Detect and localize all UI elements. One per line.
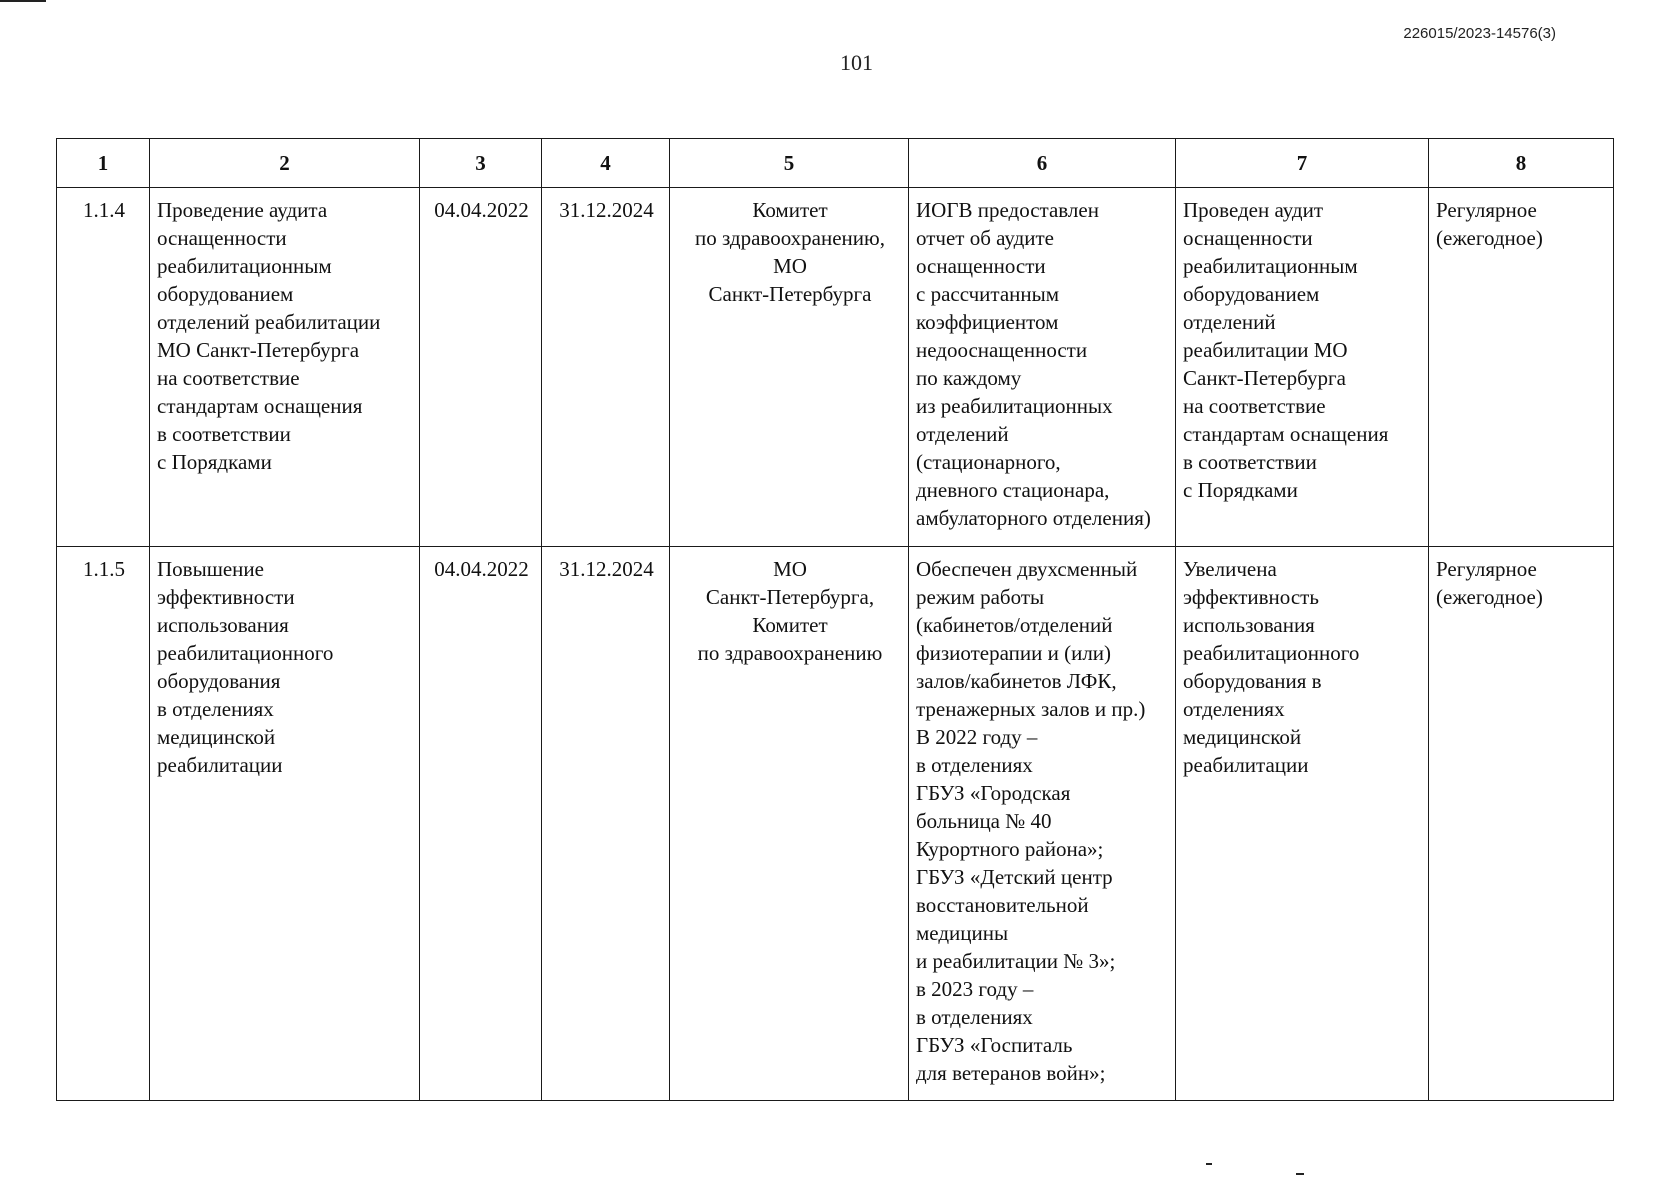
cell-text-line: залов/кабинетов ЛФК, <box>916 669 1117 693</box>
cell-text-line: по здравоохранению <box>697 641 883 665</box>
cell-text-line: амбулаторного отделения) <box>916 506 1151 530</box>
cell-text-line: оборудования в <box>1183 669 1322 693</box>
column-header: 4 <box>542 139 670 188</box>
cell-text-line: дневного стационара, <box>916 478 1110 502</box>
column-header: 2 <box>150 139 420 188</box>
column-header: 6 <box>909 139 1176 188</box>
cell-text-line: в соответствии <box>1183 450 1317 474</box>
cell-text-line: Комитет <box>752 198 828 222</box>
cell-text-line: (стационарного, <box>916 450 1061 474</box>
executor-cell <box>670 188 909 547</box>
cell-text-line: МО <box>773 557 807 581</box>
cell-text-line: (кабинетов/отделений <box>916 613 1113 637</box>
periodicity-cell <box>1429 547 1614 1101</box>
cell-text-line: оснащенности <box>916 254 1046 278</box>
cell-text-line: использования <box>1183 613 1315 637</box>
cell-text-line: Санкт-Петербурга <box>708 282 872 306</box>
cell-text-line: реабилитационного <box>157 641 334 665</box>
cell-text-line: медицины <box>916 921 1009 945</box>
item-number-cell: 1.1.4 <box>57 188 150 547</box>
cell-text-line: по здравоохранению, <box>695 226 885 250</box>
cell-text-line: МО Санкт-Петербурга <box>157 338 360 362</box>
cell-text-line: эффективность <box>1183 585 1319 609</box>
cell-text-line: коэффициентом <box>916 310 1059 334</box>
cell-text-line: ГБУЗ «Городская <box>916 781 1071 805</box>
cell-text-line: Обеспечен двухсменный <box>916 557 1138 581</box>
scan-artifact <box>1206 1163 1212 1165</box>
cell-text-line: отчет об аудите <box>916 226 1054 250</box>
cell-text-line: отделениях <box>1183 697 1285 721</box>
item-number-cell: 1.1.5 <box>57 547 150 1101</box>
cell-text-line: отделений <box>1183 310 1276 334</box>
cell-text-line: ГБУЗ «Госпиталь <box>916 1033 1073 1057</box>
cell-text-line: ГБУЗ «Детский центр <box>916 865 1113 889</box>
cell-text-line: Увеличена <box>1183 557 1277 581</box>
cell-text-line: медицинской <box>1183 725 1302 749</box>
cell-text-line: стандартам оснащения <box>157 394 363 418</box>
table-row <box>57 547 1614 1101</box>
cell-text-line: Регулярное <box>1436 557 1537 581</box>
cell-text-line: недооснащенности <box>916 338 1088 362</box>
header-row <box>57 139 1614 188</box>
cell-text-line: В 2022 году – <box>916 725 1038 749</box>
cell-text-line: оборудованием <box>157 282 294 306</box>
column-header: 3 <box>420 139 542 188</box>
cell-text-line: реабилитации <box>1183 753 1309 777</box>
cell-text-line: (ежегодное) <box>1436 226 1543 250</box>
cell-text-line: на соответствие <box>157 366 300 390</box>
page-number: 101 <box>840 50 873 75</box>
cell-text-line: с Порядками <box>157 450 272 474</box>
cell-text-line: Санкт-Петербурга <box>1183 366 1346 390</box>
cell-text-line: на соответствие <box>1183 394 1326 418</box>
activity-cell <box>150 547 420 1101</box>
outcome-cell <box>1176 188 1429 547</box>
cell-text-line: отделений <box>916 422 1009 446</box>
table-row <box>57 188 1614 547</box>
cell-text-line: и реабилитации № 3»; <box>916 949 1116 973</box>
outcome-cell <box>1176 547 1429 1101</box>
cell-text-line: по каждому <box>916 366 1022 390</box>
cell-text-line: Проведение аудита <box>157 198 328 222</box>
column-header: 1 <box>57 139 150 188</box>
scan-artifact <box>1296 1173 1304 1175</box>
cell-text-line: Регулярное <box>1436 198 1537 222</box>
cell-text-line: в соответствии <box>157 422 291 446</box>
cell-text-line: с Порядками <box>1183 478 1298 502</box>
cell-text-line: реабилитации <box>157 753 283 777</box>
cell-text-line: оснащенности <box>157 226 287 250</box>
cell-text-line: стандартам оснащения <box>1183 422 1389 446</box>
periodicity-cell <box>1429 188 1614 547</box>
cell-text-line: тренажерных залов и пр.) <box>916 697 1146 721</box>
cell-text-line: ИОГВ предоставлен <box>916 198 1099 222</box>
cell-text-line: для ветеранов войн»; <box>916 1061 1106 1085</box>
activity-plan-table <box>56 138 1614 1101</box>
result-cell <box>909 547 1176 1101</box>
registration-number: 226015/2023-14576(3) <box>1403 25 1556 42</box>
activity-cell <box>150 188 420 547</box>
cell-text-line: реабилитационного <box>1183 641 1360 665</box>
cell-text-line: в отделениях <box>157 697 274 721</box>
cell-text-line: Повышение <box>157 557 264 581</box>
cell-text-line: в отделениях <box>916 1005 1033 1029</box>
cell-text-line: Курортного района»; <box>916 837 1104 861</box>
cell-text-line: эффективности <box>157 585 295 609</box>
start-date-cell: 04.04.2022 <box>420 188 542 547</box>
cell-text-line: медицинской <box>157 725 276 749</box>
scan-artifact <box>0 0 46 2</box>
cell-text-line: восстановительной <box>916 893 1089 917</box>
end-date-cell: 31.12.2024 <box>542 188 670 547</box>
cell-text-line: МО <box>773 254 807 278</box>
result-cell <box>909 188 1176 547</box>
cell-text-line: отделений реабилитации <box>157 310 381 334</box>
cell-text-line: реабилитации МО <box>1183 338 1348 362</box>
executor-cell <box>670 547 909 1101</box>
cell-text-line: оснащенности <box>1183 226 1313 250</box>
cell-text-line: использования <box>157 613 289 637</box>
column-header: 5 <box>670 139 909 188</box>
start-date-cell: 04.04.2022 <box>420 547 542 1101</box>
end-date-cell: 31.12.2024 <box>542 547 670 1101</box>
cell-text-line: Проведен аудит <box>1183 198 1324 222</box>
cell-text-line: Комитет <box>752 613 828 637</box>
column-header: 8 <box>1429 139 1614 188</box>
cell-text-line: оборудованием <box>1183 282 1320 306</box>
cell-text-line: с рассчитанным <box>916 282 1060 306</box>
cell-text-line: (ежегодное) <box>1436 585 1543 609</box>
cell-text-line: в 2023 году – <box>916 977 1034 1001</box>
cell-text-line: Санкт-Петербурга, <box>705 585 875 609</box>
cell-text-line: режим работы <box>916 585 1045 609</box>
cell-text-line: реабилитационным <box>1183 254 1358 278</box>
cell-text-line: из реабилитационных <box>916 394 1113 418</box>
cell-text-line: оборудования <box>157 669 281 693</box>
column-header: 7 <box>1176 139 1429 188</box>
cell-text-line: физиотерапии и (или) <box>916 641 1112 665</box>
cell-text-line: в отделениях <box>916 753 1033 777</box>
cell-text-line: больница № 40 <box>916 809 1052 833</box>
cell-text-line: реабилитационным <box>157 254 332 278</box>
